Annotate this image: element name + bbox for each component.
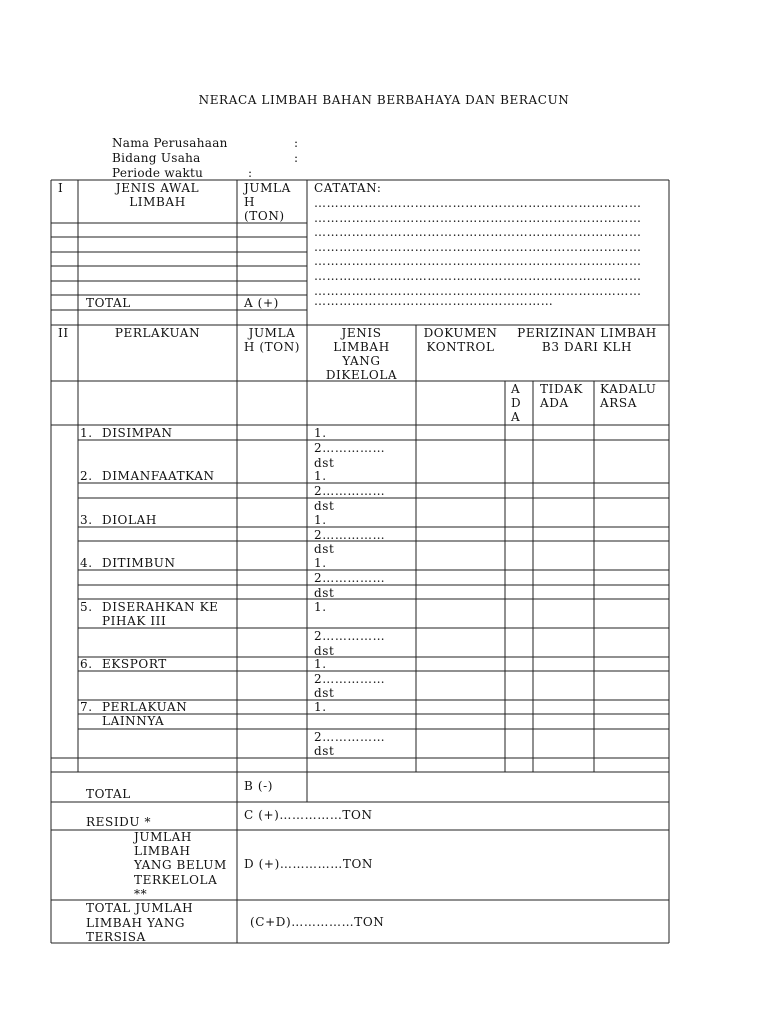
waste-entry-2: 2…………… [314, 528, 386, 542]
waste-entry-1: 1. [314, 600, 327, 614]
catatan-dotted-line: …………………………………………………………………… [314, 225, 642, 240]
subheader-ada: A [511, 410, 521, 424]
section1-total-label: TOTAL [86, 296, 131, 310]
meta-period-colon: : [248, 166, 253, 180]
column-header-jumlah: H (TON) [243, 340, 301, 354]
treatment-item-label: LAINNYA [102, 714, 165, 728]
subheader-tidak-ada: TIDAK [540, 382, 583, 396]
treatment-item-label: EKSPORT [102, 657, 167, 671]
waste-entry-2: 2…………… [314, 571, 386, 585]
catatan-dotted-line: …………………………………………………………………… [314, 269, 642, 283]
remaining-waste-value: (C+D)……………TON [250, 915, 385, 929]
unmanaged-waste-label: ** [134, 886, 148, 901]
subheader-ada: A [511, 382, 521, 396]
column-header-jenis-limbah: JENIS [341, 326, 382, 340]
treatment-item-label: DIOLAH [102, 513, 157, 527]
section2-total-value: B (-) [244, 779, 274, 793]
catatan-dotted-line: ………………………………………………… [314, 294, 554, 308]
column-header-perlakuan: PERLAKUAN [114, 326, 201, 340]
meta-business-colon: : [294, 151, 299, 165]
catatan-dotted-line: …………………………………………………………………… [314, 283, 642, 298]
section1-total-value: A (+) [244, 296, 279, 310]
column-header-dokumen: DOKUMEN [423, 326, 498, 340]
column-header-jumlah: JUMLA [244, 181, 291, 195]
treatment-item-number: 2. [80, 469, 93, 483]
remaining-waste-label: TOTAL JUMLAH [86, 901, 194, 915]
column-header-jenis-limbah: DIKELOLA [325, 368, 398, 382]
treatment-item-number: 3. [80, 513, 93, 527]
waste-entry-dst: dst [314, 499, 335, 513]
catatan-label: CATATAN: [314, 181, 382, 195]
unmanaged-waste-label: LIMBAH [134, 844, 191, 859]
catatan-dotted-line: …………………………………………………………………… [314, 196, 642, 210]
remaining-waste-label: LIMBAH YANG [86, 915, 186, 930]
waste-entry-1: 1. [314, 426, 327, 440]
column-header-jumlah: (TON) [244, 209, 285, 223]
unmanaged-waste-label: TERKELOLA [134, 872, 218, 887]
treatment-item-label: PIHAK III [102, 614, 167, 628]
column-header-jenis-limbah: LIMBAH [333, 340, 390, 354]
treatment-item-number: 7. [80, 700, 93, 714]
column-header-jumlah: JUMLA [248, 326, 296, 340]
waste-entry-dst: dst [314, 456, 335, 470]
treatment-item-label: DISERAHKAN KE [102, 600, 219, 614]
column-header-jumlah: H [244, 195, 256, 209]
column-header-jenis-limbah: YANG [342, 354, 381, 368]
waste-entry-dst: dst [314, 686, 335, 700]
waste-entry-dst: dst [314, 644, 335, 658]
meta-business-label: Bidang Usaha [112, 151, 201, 165]
waste-entry-dst: dst [314, 542, 335, 556]
unmanaged-waste-value: D (+)……………TON [244, 857, 373, 871]
waste-entry-2: 2…………… [314, 484, 386, 498]
waste-entry-2: 2…………… [314, 730, 386, 744]
catatan-dotted-line: …………………………………………………………………… [314, 210, 642, 225]
treatment-item-label: DIMANFAATKAN [102, 469, 215, 483]
waste-entry-2: 2…………… [314, 441, 386, 455]
waste-entry-2: 2…………… [314, 672, 386, 686]
unmanaged-waste-label: JUMLAH [134, 830, 192, 844]
subheader-kadaluarsa: ARSA [600, 396, 637, 410]
subheader-ada: D [511, 396, 522, 410]
meta-period-label: Periode waktu [112, 166, 204, 180]
waste-entry-2: 2…………… [314, 629, 386, 643]
subheader-kadaluarsa: KADALU [600, 382, 657, 396]
subheader-tidak-ada: ADA [540, 396, 569, 410]
waste-entry-1: 1. [314, 469, 327, 483]
catatan-dotted-line: …………………………………………………………………… [314, 254, 642, 269]
treatment-item-label: DISIMPAN [102, 426, 173, 440]
column-header-perizinan: PERIZINAN LIMBAH [517, 326, 657, 340]
section-number: I [58, 181, 64, 195]
section2-total-label: TOTAL [86, 787, 131, 801]
waste-entry-1: 1. [314, 657, 327, 671]
residu-label: RESIDU * [86, 815, 152, 829]
remaining-waste-label: TERSISA [86, 930, 146, 944]
waste-entry-dst: dst [314, 744, 335, 758]
column-header-jenis-awal: LIMBAH [129, 195, 186, 209]
treatment-item-number: 4. [80, 556, 93, 570]
treatment-item-label: DITIMBUN [102, 556, 176, 570]
treatment-item-number: 5. [80, 600, 93, 614]
waste-entry-1: 1. [314, 556, 327, 570]
catatan-dotted-line: …………………………………………………………………… [314, 239, 642, 254]
waste-entry-1: 1. [314, 700, 327, 714]
document-title: NERACA LIMBAH BAHAN BERBAHAYA DAN BERACUN [198, 93, 570, 107]
residu-value: C (+)……………TON [244, 808, 373, 822]
unmanaged-waste-label: YANG BELUM [134, 858, 227, 873]
column-header-perizinan: B3 DARI KLH [541, 340, 633, 354]
waste-entry-dst: dst [314, 586, 335, 600]
column-header-dokumen: KONTROL [426, 340, 495, 354]
treatment-item-label: PERLAKUAN [102, 700, 188, 714]
treatment-item-number: 6. [80, 657, 93, 671]
section-number: II [58, 326, 69, 340]
treatment-item-number: 1. [80, 426, 93, 440]
column-header-jenis-awal: JENIS AWAL [115, 181, 200, 195]
meta-company-label: Nama Perusahaan [112, 136, 228, 150]
meta-company-colon: : [294, 136, 299, 150]
waste-entry-1: 1. [314, 513, 327, 527]
